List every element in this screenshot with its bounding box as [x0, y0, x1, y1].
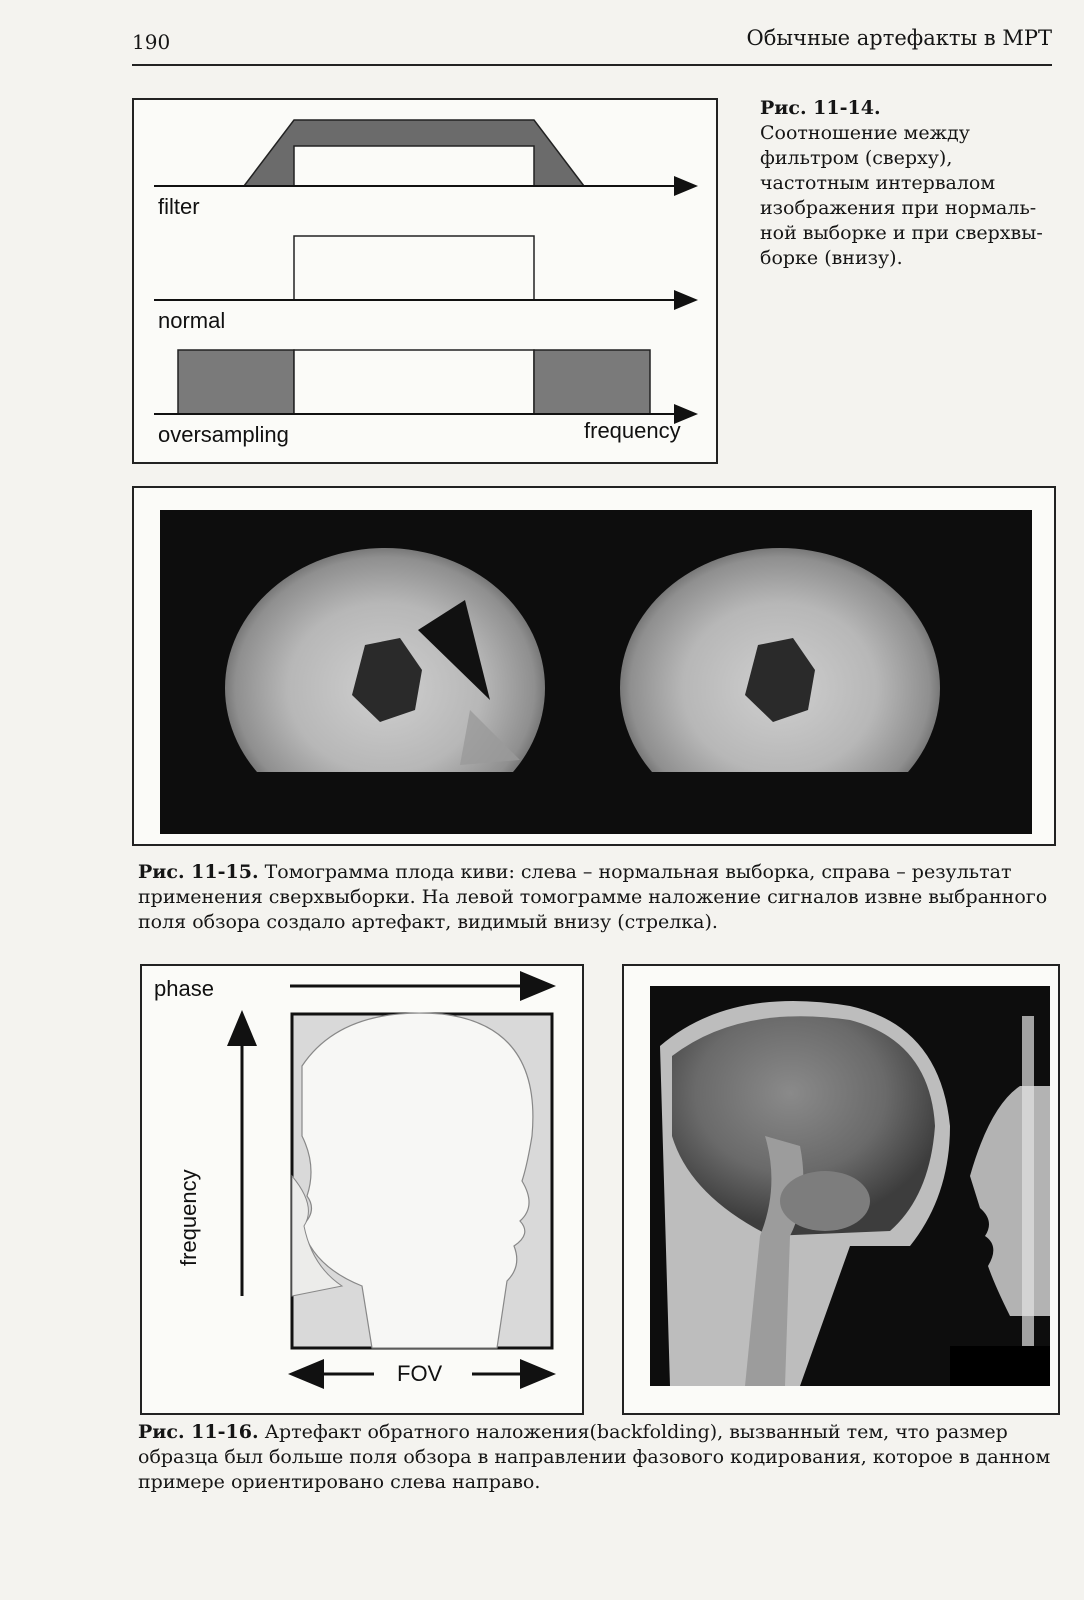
cerebellum — [780, 1171, 870, 1231]
fig16-caption-label: Рис. 11-16. — [138, 1421, 259, 1443]
scale-bar — [1022, 1016, 1034, 1346]
phase-label: phase — [154, 976, 214, 1001]
frequency-vertical-label: frequency — [176, 1169, 201, 1266]
fig16-caption-text: Артефакт обратного наложения(backfolding), вызванный тем, что размер образца был больше поля обзора в направлении фазового кодирования, которое в данном примере ориентировано слева направо. — [138, 1421, 1051, 1493]
fig16-caption — [138, 1420, 1058, 1495]
fig14-caption — [760, 96, 1060, 271]
fig14-caption-line: изображения при нормаль- — [760, 197, 1037, 219]
page-number: 190 — [132, 30, 171, 54]
oversampling-left — [178, 350, 294, 414]
face-profile — [970, 1086, 1050, 1316]
normal-label: normal — [158, 308, 226, 333]
fig15-caption-text: Томограмма плода киви: слева – нормальная выборка, справа – результат применения сверхвыборки. На левой томограмме наложение сигналов извне выбранного поля обзора создало артефакт, видимый внизу (стрелка). — [138, 861, 1048, 933]
filter-label: filter — [158, 194, 200, 219]
oversampling-center — [294, 350, 534, 414]
fig14-caption-line: Соотношение между — [760, 122, 970, 144]
black-corner — [950, 1346, 1050, 1386]
fig14-caption-label: Рис. 11-14. — [760, 97, 881, 119]
fig14-svg — [134, 100, 716, 462]
oversampling-label: oversampling — [158, 422, 289, 447]
fig15-caption-label: Рис. 11-15. — [138, 861, 259, 883]
sagittal-mri-image — [650, 986, 1050, 1386]
frequency-label: frequency — [584, 418, 681, 443]
kiwi-mri-image — [160, 510, 1032, 834]
normal-window — [294, 236, 534, 300]
fig16-diagram — [140, 964, 584, 1415]
fig14-caption-line: фильтром (сверху), — [760, 147, 953, 169]
header-rule — [132, 64, 1052, 66]
fig14-diagram — [132, 98, 718, 464]
oversampling-right — [534, 350, 650, 414]
filter-center-window — [294, 146, 534, 186]
fig14-caption-line: борке (внизу). — [760, 247, 903, 269]
running-title: Обычные артефакты в МРТ — [746, 26, 1052, 50]
fig14-caption-line: ной выборке и при сверхвы- — [760, 222, 1043, 244]
fov-label: FOV — [397, 1361, 443, 1386]
fig15-caption — [138, 860, 1058, 935]
fig14-caption-line: частотным интервалом — [760, 172, 996, 194]
